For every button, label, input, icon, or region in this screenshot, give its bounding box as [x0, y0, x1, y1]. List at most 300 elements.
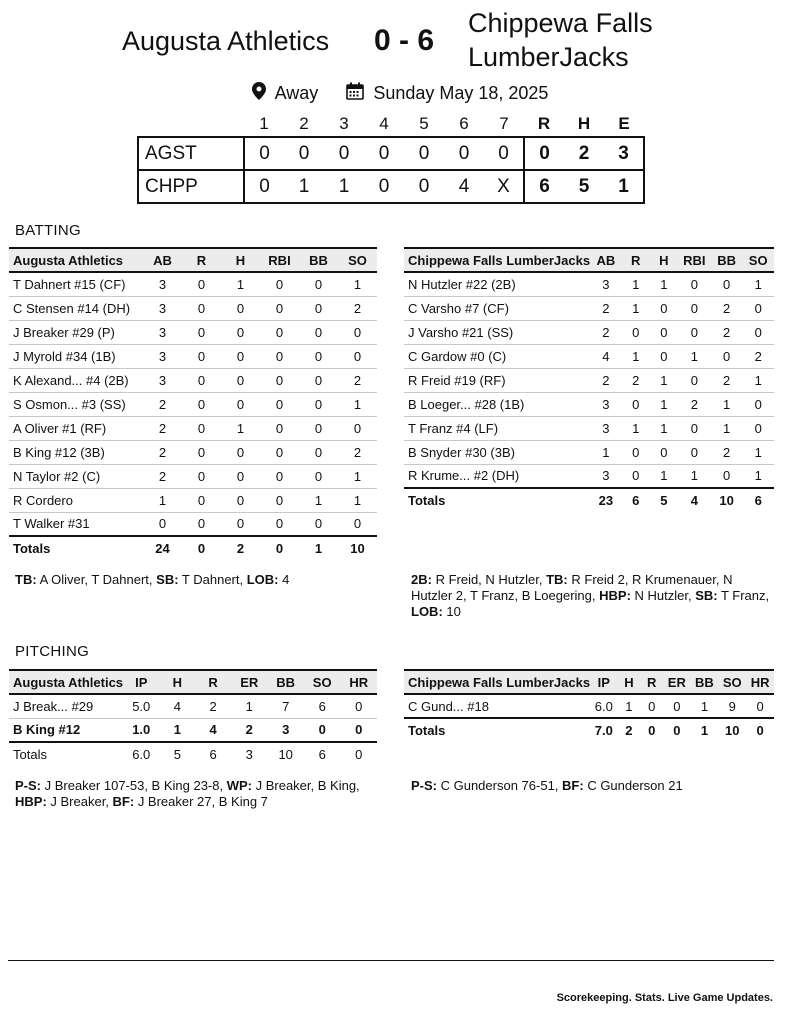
team-column-header: Augusta Athletics	[9, 670, 123, 694]
player-name: J Breaker #29 (P)	[13, 324, 115, 340]
stat-cell: 1	[754, 444, 762, 460]
player-row	[9, 416, 377, 440]
column-header: SO	[338, 248, 377, 272]
stat-cell: 3	[158, 324, 167, 340]
stat-cell: 1	[660, 468, 668, 484]
stat-cell: 1	[690, 348, 698, 364]
stat-cell: 0	[197, 276, 206, 292]
stat-cell: 0	[353, 420, 362, 436]
runs-total: 6	[539, 175, 550, 197]
stat-cell: 1.0	[132, 722, 151, 738]
pitching-section-title: PITCHING	[15, 643, 90, 660]
stat-cell: 0	[355, 698, 363, 714]
stat-cell: 1	[754, 468, 762, 484]
stat-cell: 1	[353, 468, 362, 484]
column-header: BB	[711, 248, 743, 272]
stat-cell: 2	[602, 372, 610, 388]
totals-cell: 0	[275, 541, 284, 556]
note-label: 2B:	[411, 572, 432, 587]
stat-cell: 2	[245, 722, 253, 738]
player-name: J Varsho #21 (SS)	[408, 324, 514, 340]
stat-cell: 7	[282, 698, 290, 714]
stat-cell: 0	[690, 276, 698, 292]
inning-header: 6	[459, 114, 469, 133]
stat-cell: 0	[353, 348, 362, 364]
inning-score: 0	[458, 142, 470, 164]
stat-cell: 0	[158, 516, 167, 532]
stat-cell: 1	[754, 276, 762, 292]
totals-label: Totals	[13, 747, 47, 762]
player-row	[404, 464, 774, 488]
stat-cell: 0	[197, 492, 206, 508]
stat-cell: 1	[625, 698, 633, 714]
column-header: SO	[304, 670, 341, 694]
note-text: 10	[442, 604, 461, 619]
stat-cell: 0	[236, 396, 245, 412]
stat-cell: 0	[722, 276, 731, 292]
note-label: HBP:	[15, 794, 47, 809]
totals-cell: 2	[236, 541, 245, 556]
stat-cell: 0	[660, 444, 668, 460]
column-header: R	[622, 248, 650, 272]
stat-cell: 0	[314, 396, 323, 412]
player-name: B Loeger... #28 (1B)	[408, 396, 525, 412]
pitching-table-home	[404, 669, 774, 742]
linescore-team: CHPP	[138, 170, 244, 203]
stat-cell: 0	[275, 492, 284, 508]
player-name: T Franz #4 (LF)	[408, 420, 499, 436]
stat-cell: 2	[722, 300, 731, 316]
stat-cell: 0	[660, 300, 668, 316]
stat-cell: 0	[236, 444, 245, 460]
hits-header: H	[577, 114, 591, 133]
totals-label: Totals	[408, 493, 446, 508]
column-header: ER	[231, 670, 267, 694]
totals-cell: 6	[209, 747, 217, 762]
errors-header: E	[618, 114, 630, 133]
player-name: R Cordero	[13, 492, 73, 508]
note-text: C Gunderson 76-51,	[437, 778, 563, 793]
player-row	[404, 392, 774, 416]
player-name: J Myrold #34 (1B)	[13, 348, 116, 364]
home-team-name: Chippewa Falls LumberJacks	[468, 8, 653, 72]
player-name: B King #12 (3B)	[13, 444, 105, 460]
note-text: J Breaker 107-53, B King 23-8,	[41, 778, 227, 793]
inning-score: 0	[484, 137, 524, 170]
player-row	[9, 694, 377, 718]
stat-cell: 0	[197, 468, 206, 484]
inning-score: X	[484, 170, 524, 203]
stat-cell: 1	[690, 468, 698, 484]
player-row	[9, 488, 377, 512]
note-label: SB:	[695, 588, 718, 603]
note-text: T Dahnert,	[178, 572, 247, 587]
totals-row	[404, 488, 774, 512]
note-label: P-S:	[411, 778, 437, 793]
inning-score: 0	[418, 175, 430, 197]
totals-label: Totals	[13, 541, 51, 556]
stat-cell: 0	[660, 324, 668, 340]
player-name: J Break... #29	[13, 698, 94, 714]
stat-cell: 1	[754, 372, 762, 388]
location-label: Away	[274, 83, 319, 103]
stat-cell: 0	[314, 444, 323, 460]
stat-cell: 3	[602, 396, 610, 412]
column-header: R	[195, 670, 231, 694]
note-text: J Breaker,	[46, 794, 113, 809]
stat-cell: 3	[602, 468, 610, 484]
team-column-header: Chippewa Falls LumberJacks	[404, 670, 590, 694]
column-header: IP	[590, 670, 617, 694]
player-row	[9, 368, 377, 392]
stat-cell: 2	[690, 396, 698, 412]
inning-score: 4	[458, 175, 470, 197]
note-label: LOB:	[246, 572, 279, 587]
column-header: RBI	[678, 248, 711, 272]
totals-cell: 7.0	[594, 723, 613, 738]
totals-row	[404, 718, 774, 742]
column-header: BB	[267, 670, 304, 694]
totals-cell: 0	[197, 541, 206, 556]
stat-cell: 0	[275, 396, 284, 412]
linescore-team: AGST	[138, 137, 244, 170]
stat-cell: 0	[314, 420, 323, 436]
player-row	[404, 272, 774, 296]
note-label: P-S:	[15, 778, 41, 793]
player-name: B King #12	[13, 722, 81, 738]
column-header: HR	[340, 670, 377, 694]
column-header: BB	[299, 248, 338, 272]
stat-cell: 2	[158, 396, 167, 412]
totals-cell: 5	[173, 747, 181, 762]
note-text: C Gunderson 21	[583, 778, 683, 793]
stat-cell: 1	[632, 276, 640, 292]
inning-header: 1	[259, 114, 269, 133]
totals-label: Totals	[408, 723, 446, 738]
totals-cell: 0	[673, 723, 681, 738]
stat-cell: 0	[690, 372, 698, 388]
stat-cell: 4	[602, 348, 610, 364]
stat-cell: 0	[275, 372, 284, 388]
inning-score: 0	[259, 142, 270, 164]
stat-cell: 0	[754, 324, 762, 340]
player-name: T Walker #31	[13, 516, 90, 532]
totals-cell: 0	[648, 723, 656, 738]
stat-cell: 0	[197, 444, 206, 460]
stat-cell: 0	[353, 516, 362, 532]
stat-cell: 0	[314, 516, 323, 532]
hits-total: 2	[578, 142, 590, 164]
stat-cell: 1	[632, 348, 640, 364]
inning-header: 7	[499, 114, 509, 133]
stat-cell: 0	[236, 348, 245, 364]
stat-cell: 0	[314, 276, 323, 292]
stat-cell: 2	[158, 468, 167, 484]
stat-cell: 2	[158, 420, 167, 436]
stat-cell: 1	[660, 420, 668, 436]
stat-cell: 2	[209, 698, 217, 714]
stat-cell: 0	[754, 396, 762, 412]
stat-cell: 0	[275, 300, 284, 316]
column-header: R	[640, 670, 663, 694]
column-header: ER	[663, 670, 690, 694]
player-row	[404, 416, 774, 440]
linescore-table	[137, 112, 645, 204]
stat-cell: 2	[602, 300, 610, 316]
stat-cell: 2	[602, 324, 610, 340]
player-row	[9, 512, 377, 536]
player-name: N Taylor #2 (C)	[13, 468, 101, 484]
column-header: R	[182, 248, 221, 272]
totals-cell: 10	[719, 493, 734, 508]
note-label: HBP:	[599, 588, 631, 603]
stat-cell: 3	[158, 276, 167, 292]
totals-row	[9, 536, 377, 560]
inning-header: 4	[379, 114, 389, 133]
stat-cell: 3	[602, 276, 610, 292]
stat-cell: 0	[632, 468, 640, 484]
stat-cell: 1	[173, 722, 181, 738]
note-text: 4	[278, 572, 290, 587]
footer-divider	[8, 960, 774, 961]
stat-cell: 0	[648, 698, 656, 714]
player-name: C Stensen #14 (DH)	[13, 300, 131, 316]
inning-score: 1	[298, 175, 310, 197]
team-column-header: Chippewa Falls LumberJacks	[404, 248, 590, 272]
stat-cell: 2	[754, 348, 762, 364]
stat-cell: 0	[314, 372, 323, 388]
team-column-header: Augusta Athletics	[9, 248, 143, 272]
pitching-notes-home	[411, 778, 771, 794]
stat-cell: 2	[722, 372, 731, 388]
game-meta	[0, 82, 800, 105]
stat-cell: 1	[632, 420, 640, 436]
player-row	[9, 440, 377, 464]
player-name: B Snyder #30 (3B)	[408, 444, 515, 460]
inning-header: 5	[419, 114, 429, 133]
note-label: BF:	[562, 778, 584, 793]
stat-cell: 0	[660, 348, 668, 364]
stat-cell: 4	[209, 722, 217, 738]
stat-cell: 1	[660, 396, 668, 412]
column-header: SO	[718, 670, 746, 694]
stat-cell: 1	[660, 372, 668, 388]
stat-cell: 0	[314, 300, 323, 316]
player-row	[404, 344, 774, 368]
note-text: R Freid 2, R Krumenauer, N Hutzler 2, T Franz, B Loegering,	[411, 572, 733, 603]
note-label: TB:	[546, 572, 568, 587]
player-name: R Krume... #2 (DH)	[408, 468, 520, 484]
final-score: 0 - 6	[374, 24, 435, 57]
batting-table-home	[404, 247, 774, 512]
stat-cell: 0	[197, 324, 206, 340]
stat-cell: 0	[353, 324, 362, 340]
stat-cell: 0	[236, 516, 245, 532]
note-text: R Freid, N Hutzler,	[431, 572, 547, 587]
inning-score: 0	[378, 175, 390, 197]
batting-notes-away	[15, 572, 375, 588]
location-pin-icon	[252, 82, 266, 105]
inning-score: 0	[259, 175, 270, 197]
note-text: N Hutzler,	[630, 588, 696, 603]
stat-cell: 1	[236, 276, 245, 292]
player-name: K Alexand... #4 (2B)	[13, 372, 129, 388]
player-name: R Freid #19 (RF)	[408, 372, 506, 388]
player-row	[404, 368, 774, 392]
inning-score: 0	[378, 142, 390, 164]
stat-cell: 9	[728, 698, 736, 714]
inning-score: 0	[418, 142, 430, 164]
stat-cell: 0	[318, 722, 326, 738]
stat-cell: 0	[197, 372, 206, 388]
note-label: TB:	[15, 572, 37, 587]
errors-total: 3	[604, 137, 644, 170]
stat-cell: 2	[353, 300, 362, 316]
stat-cell: 0	[275, 420, 284, 436]
totals-cell: 2	[625, 723, 633, 738]
column-header: H	[650, 248, 678, 272]
stat-cell: 4	[173, 698, 181, 714]
inning-header: 3	[339, 114, 349, 133]
player-name: C Varsho #7 (CF)	[408, 300, 509, 316]
stat-cell: 0	[236, 300, 245, 316]
away-team-name: Augusta Athletics	[122, 26, 330, 56]
player-row	[9, 344, 377, 368]
note-label: WP:	[226, 778, 252, 793]
stat-cell: 1	[245, 698, 253, 714]
totals-cell: 6	[754, 493, 762, 508]
stat-cell: 0	[197, 516, 206, 532]
stat-cell: 0	[314, 348, 323, 364]
stat-cell: 1	[236, 420, 245, 436]
column-header: AB	[590, 248, 622, 272]
stat-cell: 6.0	[594, 698, 613, 714]
totals-cell: 10	[725, 723, 740, 738]
player-row	[9, 272, 377, 296]
stat-cell: 1	[722, 420, 731, 436]
stat-cell: 0	[722, 468, 731, 484]
column-header: BB	[691, 670, 719, 694]
stat-cell: 1	[700, 698, 709, 714]
stat-cell: 0	[275, 348, 284, 364]
column-header: H	[618, 670, 641, 694]
stat-cell: 3	[158, 348, 167, 364]
player-row	[9, 392, 377, 416]
stat-cell: 2	[353, 372, 362, 388]
stat-cell: 0	[754, 420, 762, 436]
stat-cell: 1	[602, 444, 610, 460]
stat-cell: 6	[318, 698, 326, 714]
totals-cell: 1	[314, 541, 323, 556]
stat-cell: 0	[236, 468, 245, 484]
stat-cell: 0	[722, 348, 731, 364]
stat-cell: 1	[314, 492, 323, 508]
runs-total: 0	[539, 142, 550, 164]
totals-cell: 10	[278, 747, 293, 762]
stat-cell: 0	[275, 324, 284, 340]
hits-total: 5	[578, 175, 590, 197]
stat-cell: 1	[353, 396, 362, 412]
pitching-header-row	[404, 670, 774, 694]
player-row	[9, 464, 377, 488]
column-header: IP	[123, 670, 159, 694]
stat-cell: 0	[236, 372, 245, 388]
stat-cell: 2	[722, 324, 731, 340]
stat-cell: 0	[236, 324, 245, 340]
stat-cell: 1	[722, 396, 731, 412]
stat-cell: 0	[355, 722, 363, 738]
stat-cell: 0	[197, 300, 206, 316]
note-text: J Breaker, B King,	[252, 778, 360, 793]
linescore-row-home	[138, 170, 644, 203]
stat-cell: 0	[690, 420, 698, 436]
column-header: H	[221, 248, 260, 272]
stat-cell: 0	[275, 516, 284, 532]
totals-cell: 6	[632, 493, 640, 508]
player-row	[404, 440, 774, 464]
player-row	[9, 718, 377, 742]
note-text: A Oliver, T Dahnert,	[36, 572, 157, 587]
column-header: RBI	[260, 248, 299, 272]
column-header: AB	[143, 248, 182, 272]
totals-cell: 1	[700, 723, 709, 738]
stat-cell: 1	[632, 300, 640, 316]
stat-cell: 0	[275, 276, 284, 292]
stat-cell: 2	[722, 444, 731, 460]
inning-header: 2	[299, 114, 309, 133]
linescore-header-row	[138, 112, 644, 137]
stat-cell: 0	[197, 420, 206, 436]
totals-cell: 23	[598, 493, 614, 508]
player-name: N Hutzler #22 (2B)	[408, 276, 516, 292]
stat-cell: 0	[756, 698, 764, 714]
stat-cell: 3	[602, 420, 610, 436]
stat-cell: 0	[632, 444, 640, 460]
stat-cell: 1	[353, 492, 362, 508]
note-text: J Breaker 27, B King 7	[134, 794, 268, 809]
game-header	[0, 0, 800, 80]
stat-cell: 1	[353, 276, 362, 292]
inning-score: 0	[298, 142, 310, 164]
linescore-row-away	[138, 137, 644, 170]
stat-cell: 1	[660, 276, 668, 292]
note-text: T Franz,	[717, 588, 770, 603]
note-label: SB:	[156, 572, 179, 587]
pitching-header-row	[9, 670, 377, 694]
stat-cell: 3	[282, 722, 290, 738]
batting-notes-home	[411, 572, 771, 620]
column-header: SO	[742, 248, 774, 272]
batting-header-row	[9, 248, 377, 272]
stat-cell: 0	[236, 492, 245, 508]
note-label: BF:	[112, 794, 135, 809]
pitching-table-away	[9, 669, 377, 766]
player-row	[404, 296, 774, 320]
stat-cell: 0	[632, 396, 640, 412]
column-header: HR	[746, 670, 774, 694]
totals-cell: 6.0	[132, 747, 151, 762]
totals-cell: 10	[350, 541, 365, 556]
footer-tagline: Scorekeeping. Stats. Live Game Updates.	[556, 992, 773, 1004]
stat-cell: 0	[314, 324, 323, 340]
inning-score: 0	[338, 142, 350, 164]
totals-cell: 0	[355, 747, 363, 762]
totals-cell: 6	[318, 747, 326, 762]
errors-total: 1	[604, 170, 644, 203]
totals-cell: 0	[756, 723, 764, 738]
runs-header: R	[537, 114, 551, 133]
stat-cell: 0	[275, 468, 284, 484]
